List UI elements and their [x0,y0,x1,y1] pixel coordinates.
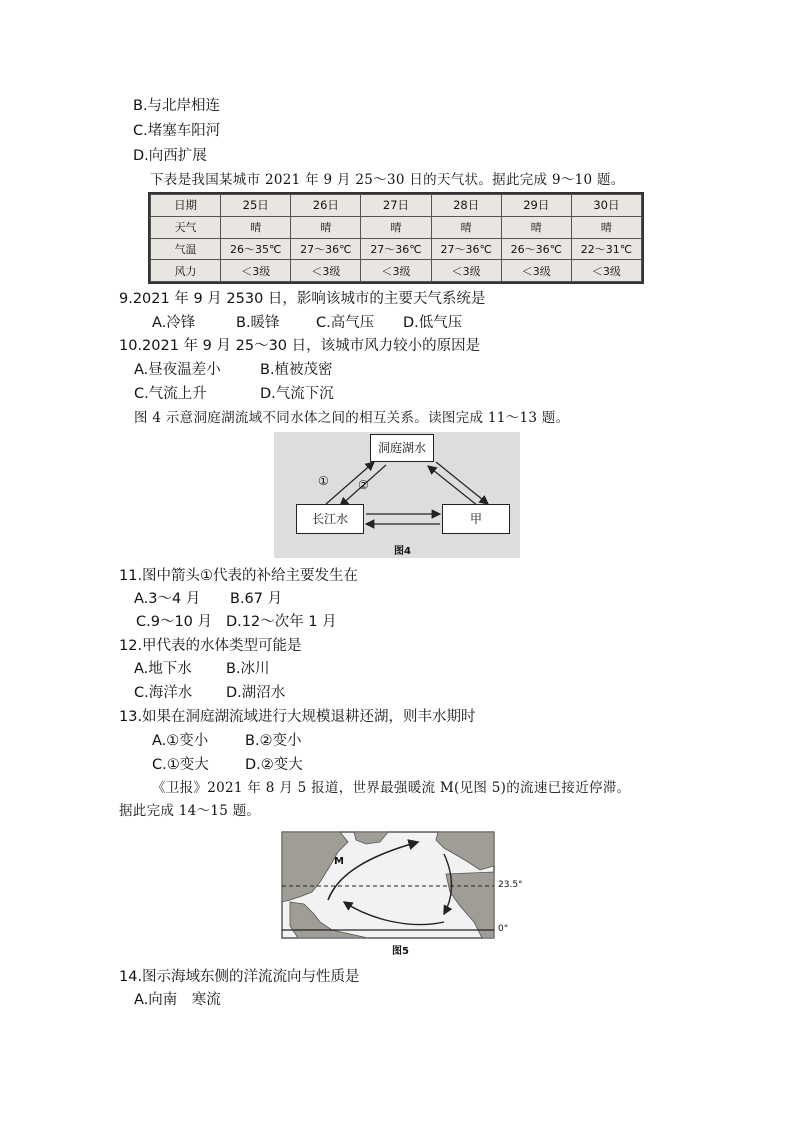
q12-option-c: C.海洋水 [134,685,193,701]
table-cell: ＜3级 [361,260,431,282]
q9-option-a: A.冷锋 [152,315,196,331]
table-row [151,260,642,282]
q13-stem: 13.如果在洞庭湖流域进行大规模退耕还湖，则丰水期时 [119,709,476,725]
header-cell: 30日 [571,195,641,217]
header-cell: 27日 [361,195,431,217]
q8-option-b: B.与北岸相连 [133,98,221,114]
weather-table-header-row [151,195,642,217]
table-cell: ＜3级 [291,260,361,282]
figure-4-caption: 图4 [394,546,411,557]
q10-option-b: B.植被茂密 [260,362,333,378]
figure-4 [274,432,520,558]
q9-options [152,313,462,333]
weather-table [148,192,644,284]
table-cell: 晴 [291,216,361,238]
table-row [151,238,642,260]
q14-option-a: A.向南 寒流 [134,992,221,1008]
table-cell: 晴 [571,216,641,238]
q10-option-a: A.昼夜温差小 [134,362,221,378]
q11-option-d: D.12～次年 1 月 [226,614,337,630]
q10-option-d: D.气流下沉 [260,386,334,402]
q13-option-c: C.①变大 [152,757,209,773]
q13-options-row1 [152,731,302,751]
q10-stem: 10.2021 年 9 月 25～30 日，该城市风力较小的原因是 [119,338,481,354]
q12-options-row2 [134,683,285,703]
header-cell: 29日 [501,195,571,217]
box-jia: 甲 [442,504,510,534]
table-cell: 晴 [501,216,571,238]
q12-option-a: A.地下水 [134,661,192,677]
figure-5-map [268,826,526,956]
q9-option-b: B.暖锋 [236,315,280,331]
q11-option-b: B.67 月 [230,591,283,607]
intro-9-10: 下表是我国某城市 2021 年 9 月 25～30 日的天气状。据此完成 9～10 题。 [150,172,625,188]
box-yangtze-river: 长江水 [296,504,364,534]
arrow-lake-to-jia [436,462,488,504]
table-cell: ＜3级 [221,260,291,282]
header-cell: 28日 [431,195,501,217]
q8-option-c: C.堵塞车阳河 [133,123,221,139]
table-cell: ＜3级 [431,260,501,282]
arrow-2-label: ② [358,478,369,492]
q9-option-c: C.高气压 [316,315,375,331]
figure-5-caption: 图5 [392,946,409,957]
q11-option-a: A.3～4 月 [134,591,201,607]
figure-5-graphic [268,826,526,956]
table-cell: 天气 [151,216,221,238]
table-cell: 26～35℃ [221,238,291,260]
q13-options-row2 [152,755,303,775]
table-cell: 晴 [221,216,291,238]
q13-option-a: A.①变小 [152,733,209,749]
table-cell: 27～36℃ [361,238,431,260]
equator-label: 0° [498,924,509,934]
table-cell: 26～36℃ [501,238,571,260]
q12-option-d: D.湖沼水 [226,685,286,701]
header-cell: 日期 [151,195,221,217]
arrow-1-label: ① [318,474,329,488]
table-cell: 22～31℃ [571,238,641,260]
current-m-label: M [334,856,344,867]
table-row [151,216,642,238]
q11-option-c: C.9～10 月 [136,614,213,630]
header-cell: 25日 [221,195,291,217]
intro-14-15-line1: 《卫报》2021 年 8 月 5 报道，世界最强暖流 M(见图 5)的流速已接近停滞。 [152,780,631,796]
q13-option-d: D.②变大 [245,757,303,773]
intro-11-13: 图 4 示意洞庭湖流域不同水体之间的相互关系。读图完成 11～13 题。 [134,410,570,426]
table-cell: 气温 [151,238,221,260]
q12-stem: 12.甲代表的水体类型可能是 [119,638,302,654]
header-cell: 26日 [291,195,361,217]
q10-options-row2 [134,384,334,404]
table-cell: ＜3级 [501,260,571,282]
table-cell: 晴 [361,216,431,238]
q10-option-c: C.气流上升 [134,386,207,402]
q9-stem: 9.2021 年 9 月 2530 日，影响该城市的主要天气系统是 [119,291,486,307]
table-cell: 27～36℃ [431,238,501,260]
q9-option-d: D.低气压 [403,315,463,331]
table-cell: 晴 [431,216,501,238]
q10-options-row1 [134,360,333,380]
table-cell: 27～36℃ [291,238,361,260]
q8-option-d: D.向西扩展 [133,148,207,164]
arrow-jia-to-lake [428,466,478,506]
q11-options-row1 [134,589,282,609]
box-dongting-lake: 洞庭湖水 [370,434,434,462]
q14-stem: 14.图示海域东侧的洋流流向与性质是 [119,969,360,985]
tropic-label: 23.5° [498,880,523,890]
q11-stem: 11.图中箭头①代表的补给主要发生在 [119,568,359,584]
q12-option-b: B.冰川 [226,661,270,677]
q11-options-row2 [136,612,337,632]
intro-14-15-line2: 据此完成 14～15 题。 [119,803,261,819]
q12-options-row1 [134,659,270,679]
q13-option-b: B.②变小 [245,733,302,749]
table-cell: ＜3级 [571,260,641,282]
table-cell: 风力 [151,260,221,282]
